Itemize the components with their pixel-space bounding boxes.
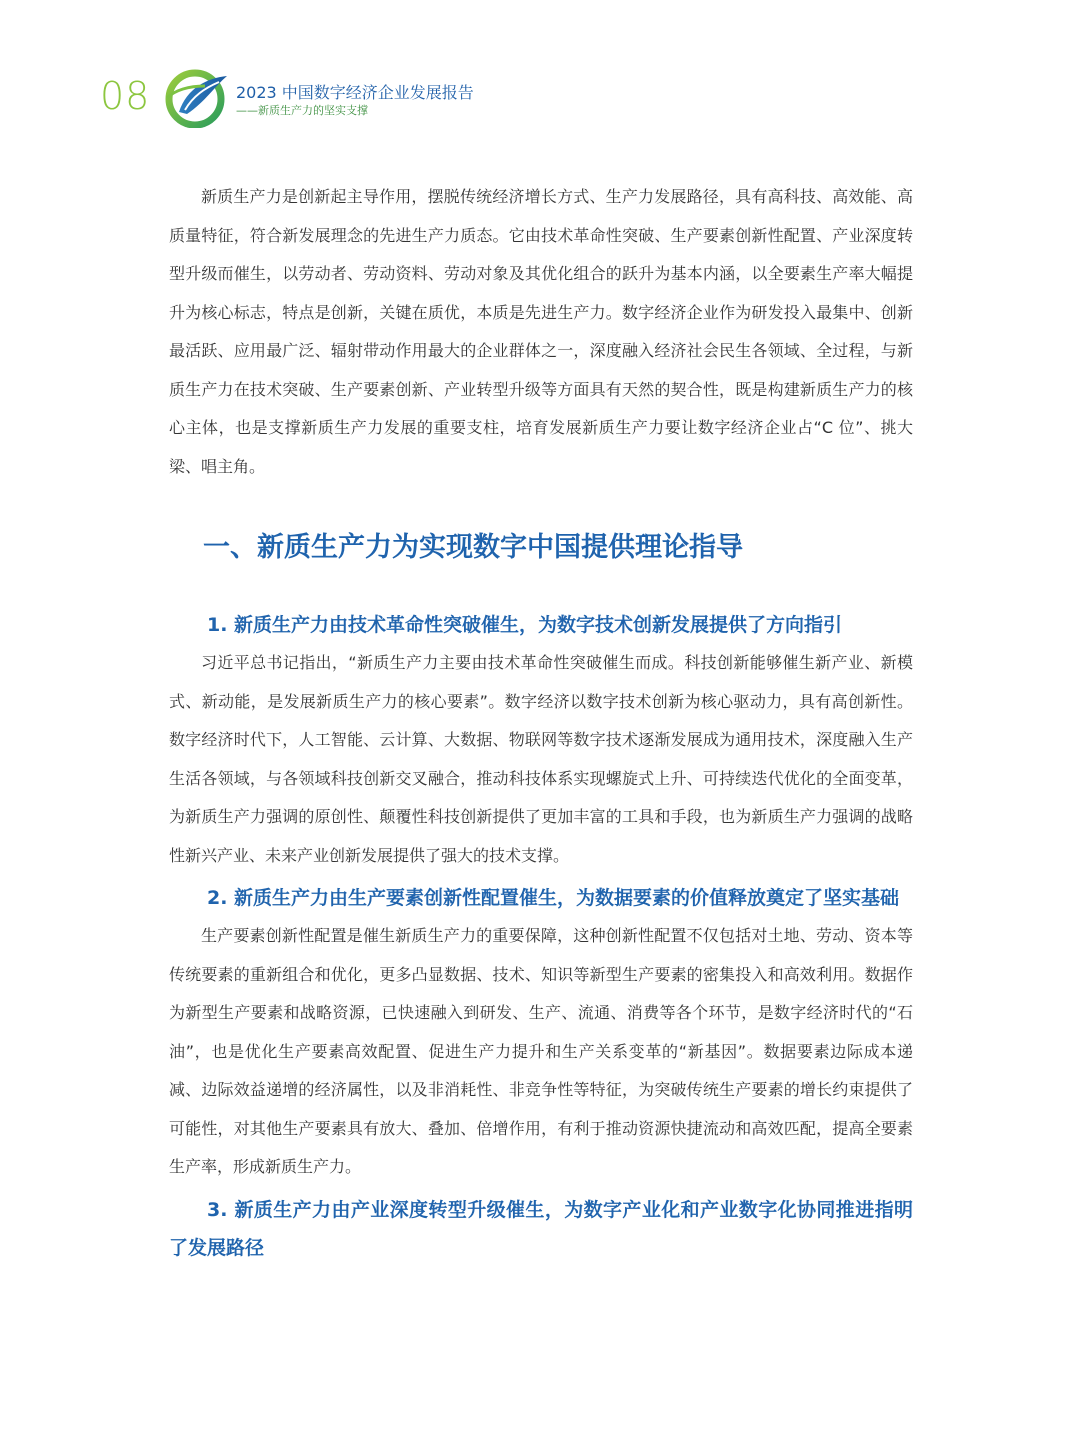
document-body	[169, 178, 913, 1267]
report-title: 2023 中国数字经济企业发展报告	[236, 83, 474, 102]
subsection-body-1: 习近平总书记指出，“新质生产力主要由技术革命性突破催生而成。科技创新能够催生新产业、新模式、新动能，是发展新质生产力的核心要素”。数字经济以数字技术创新为核心驱动力，具有高创新性。数字经济时代下，人工智能、云计算、大数据、物联网等数字技术逐渐发展成为通用技术，深度融入生产生活各领域，与各领域科技创新交叉融合，推动科技体系实现螺旋式上升、可持续迭代优化的全面变革，为新质生产力强调的原创性、颠覆性科技创新提供了更加丰富的工具和手段，也为新质生产力强调的战略性新兴产业、未来产业创新发展提供了强大的技术支撑。	[169, 653, 913, 865]
subsection-body-2: 生产要素创新性配置是催生新质生产力的重要保障，这种创新性配置不仅包括对土地、劳动、资本等传统要素的重新组合和优化，更多凸显数据、技术、知识等新型生产要素的密集投入和高效利用。数据作为新型生产要素和战略资源，已快速融入到研发、生产、流通、消费等各个环节，是数字经济时代的“石油”，也是优化生产要素高效配置、促进生产力提升和生产关系变革的“新基因”。数据要素边际成本递减、边际效益递增的经济属性，以及非消耗性、非竞争性等特征，为突破传统生产要素的增长约束提供了可能性，对其他生产要素具有放大、叠加、倍增作用，有利于推动资源快捷流动和高效匹配，提高全要素生产率，形成新质生产力。	[169, 926, 913, 1176]
subsection-heading-2: 2. 新质生产力由生产要素创新性配置催生，为数据要素的价值释放奠定了坚实基础	[207, 887, 900, 909]
page-header	[0, 0, 1080, 140]
page-number: 08	[100, 74, 151, 118]
report-logo-icon	[165, 68, 231, 128]
subsection-heading-1: 1. 新质生产力由技术革命性突破催生，为数字技术创新发展提供了方向指引	[207, 614, 843, 636]
subsection-heading-3: 3. 新质生产力由产业深度转型升级催生，为数字产业化和产业数字化协同推进指明了发展路径	[169, 1198, 913, 1259]
section-heading: 一、新质生产力为实现数字中国提供理论指导	[203, 532, 743, 563]
report-subtitle: ——新质生产力的坚实支撑	[236, 104, 368, 117]
intro-paragraph: 新质生产力是创新起主导作用，摆脱传统经济增长方式、生产力发展路径，具有高科技、高效能、高质量特征，符合新发展理念的先进生产力质态。它由技术革命性突破、生产要素创新性配置、产业深度转型升级而催生，以劳动者、劳动资料、劳动对象及其优化组合的跃升为基本内涵，以全要素生产率大幅提升为核心标志，特点是创新，关键在质优，本质是先进生产力。数字经济企业作为研发投入最集中、创新最活跃、应用最广泛、辐射带动作用最大的企业群体之一，深度融入经济社会民生各领域、全过程，与新质生产力在技术突破、生产要素创新、产业转型升级等方面具有天然的契合性，既是构建新质生产力的核心主体，也是支撑新质生产力发展的重要支柱，培育发展新质生产力要让数字经济企业占“C 位”、挑大梁、唱主角。	[169, 187, 913, 476]
